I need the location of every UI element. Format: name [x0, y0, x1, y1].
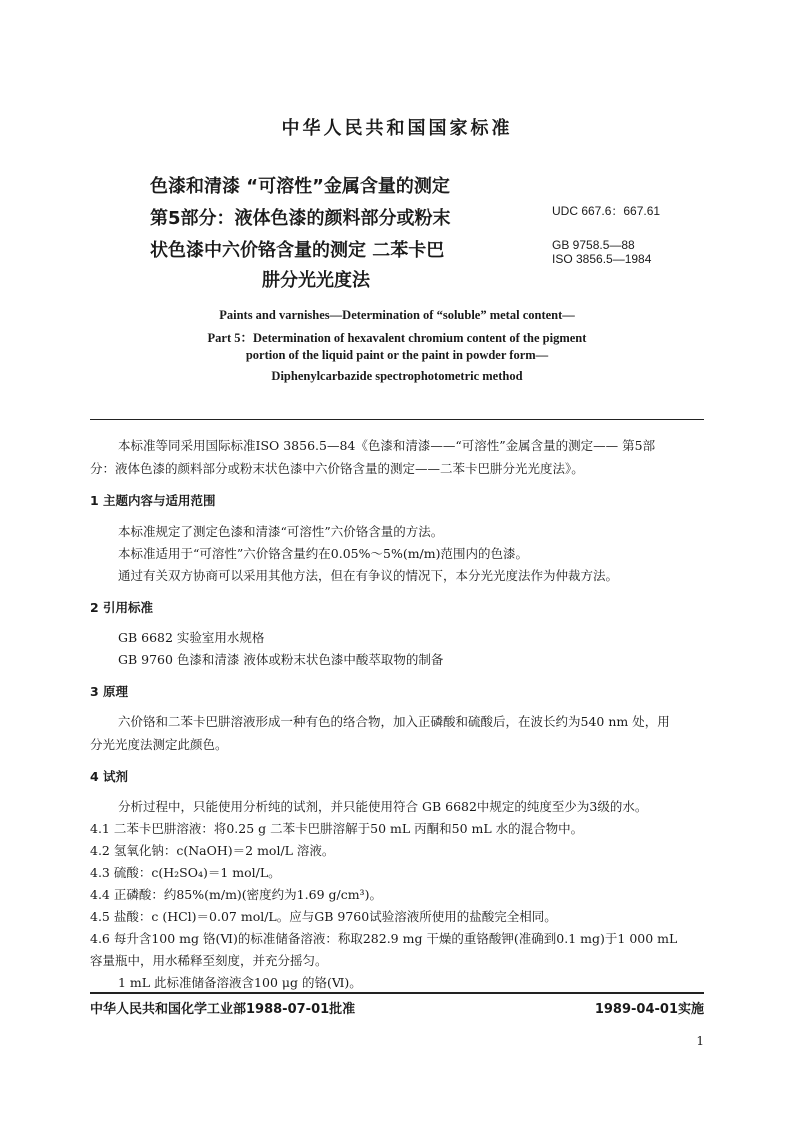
section-4-line-9: 1 mL 此标准储备溶液含100 μg 的铬(Ⅵ)。: [118, 975, 362, 990]
section-2-line-2: GB 9760 色漆和清漆 液体或粉末状色漆中酸萃取物的制备: [118, 652, 444, 667]
section-4-line-7: 4.6 每升含100 mg 铬(Ⅵ)的标准储备溶液：称取282.9 mg 干燥的重铬酸钾(准确到0.1 mg)于1 000 mL: [90, 931, 678, 946]
english-title-line-2: Part 5：Determination of hexavalent chromium content of the pigment: [207, 331, 587, 345]
footer-divider: [90, 992, 704, 994]
udc-code: UDC 667.6：667.61: [552, 204, 661, 218]
section-4-line-5: 4.4 正磷酸：约85%(m/m)(密度约为1.69 g/cm³)。: [90, 887, 382, 902]
country-standard-title: 中华人民共和国国家标准: [281, 118, 513, 139]
doc-title-line-4: 肼分光光度法: [262, 270, 370, 291]
intro-line-1: 本标准等同采用国际标准ISO 3856.5—84《色漆和清漆——“可溶性”金属含量的测定—— 第5部: [118, 438, 656, 453]
english-title-line-1: Paints and varnishes—Determination of “soluble” metal content—: [219, 308, 575, 322]
section-1-heading: 1 主题内容与适用范围: [90, 493, 216, 508]
gb-code: GB 9758.5—88: [552, 238, 635, 252]
section-4-line-1: 分析过程中，只能使用分析纯的试剂，并只能使用符合 GB 6682中规定的纯度至少为3级的水。: [118, 799, 648, 814]
section-2-line-1: GB 6682 实验室用水规格: [118, 630, 265, 645]
section-1-line-2: 本标准适用于“可溶性”六价铬含量约在0.05%～5%(m/m)范围内的色漆。: [118, 546, 528, 561]
english-title-line-3: portion of the liquid paint or the paint in powder form—: [245, 348, 549, 362]
section-4-line-6: 4.5 盐酸：c (HCl)＝0.07 mol/L。应与GB 9760试验溶液所使用的盐酸完全相同。: [90, 909, 557, 924]
section-4-line-2: 4.1 二苯卡巴肼溶液：将0.25 g 二苯卡巴肼溶解于50 mL 丙酮和50 mL 水的混合物中。: [90, 821, 584, 836]
section-4-line-3: 4.2 氢氧化钠：c(NaOH)＝2 mol/L 溶液。: [90, 843, 335, 858]
english-title-line-4: Diphenylcarbazide spectrophotometric method: [271, 369, 523, 383]
section-3-heading: 3 原理: [90, 684, 129, 699]
intro-line-2: 分：液体色漆的颜料部分或粉末状色漆中六价铬含量的测定——二苯卡巴肼分光光度法》。: [90, 461, 584, 476]
iso-code: ISO 3856.5—1984: [552, 252, 652, 266]
section-4-heading: 4 试剂: [90, 769, 129, 784]
section-3-line-1: 六价铬和二苯卡巴肼溶液形成一种有色的络合物，加入正磷酸和硫酸后，在波长约为540 nm 处，用: [118, 714, 670, 729]
section-2-heading: 2 引用标准: [90, 600, 154, 615]
doc-title-line-3: 状色漆中六价铬含量的测定 二苯卡巴: [150, 240, 445, 261]
section-3-line-2: 分光光度法测定此颜色。: [90, 737, 228, 752]
approval-line: 中华人民共和国化学工业部1988-07-01批准: [90, 1002, 356, 1017]
doc-title-line-2: 第5部分：液体色漆的颜料部分或粉末: [150, 208, 451, 229]
header-divider: [90, 419, 704, 420]
section-4-line-4: 4.3 硫酸：c(H₂SO₄)＝1 mol/L。: [90, 865, 281, 880]
section-4-line-8: 容量瓶中，用水稀释至刻度，并充分摇匀。: [90, 953, 328, 968]
implementation-date: 1989-04-01实施: [594, 1002, 704, 1017]
doc-title-line-1: 色漆和清漆 “可溶性”金属含量的测定: [150, 176, 450, 197]
section-1-line-3: 通过有关双方协商可以采用其他方法，但在有争议的情况下，本分光光度法作为仲裁方法。: [118, 568, 619, 583]
page-number: 1: [696, 1034, 704, 1048]
section-1-line-1: 本标准规定了测定色漆和清漆“可溶性”六价铬含量的方法。: [118, 524, 444, 539]
